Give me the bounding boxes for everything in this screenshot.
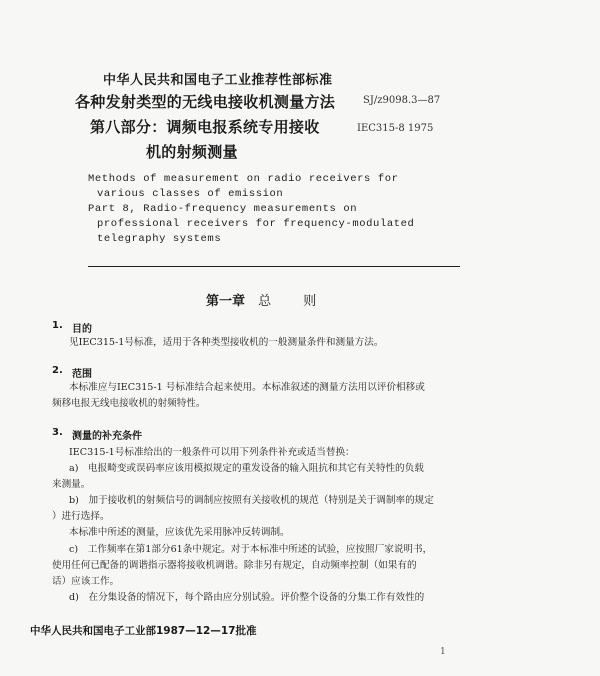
issuing-organization: 中华人民共和国电子工业推荐性部标准 xyxy=(103,73,333,88)
paragraph-line: 见IEC315-1号标准，适用于各种类型接收机的一般测量条件和测量方法。 xyxy=(69,337,384,348)
page-number: 1 xyxy=(440,647,446,657)
section-1-number: 1. xyxy=(52,320,63,331)
paragraph-line: 本标准应与IEC315-1 号标准结合起来使用。本标准叙述的测量方法用以评价相移或 xyxy=(69,382,425,393)
section-3-number: 3. xyxy=(52,427,63,438)
document-title-line-3: 机的射频测量 xyxy=(146,143,238,161)
paragraph-line: 本标准中所述的测量，应该优先采用脉冲反转调制。 xyxy=(69,527,290,538)
paragraph-line: IEC315-1号标准给出的一般条件可以用下列条件补充或适当替换： xyxy=(69,447,355,458)
paragraph-line: c) 工作频率在第1部分61条中规定。对于本标准中所述的试验，应按照厂家说明书， xyxy=(69,544,433,555)
section-1-title: 目的 xyxy=(72,324,92,335)
standard-code: SJ/z9098.3—87 xyxy=(363,95,441,106)
paragraph-line: ）进行选择。 xyxy=(52,511,110,522)
paragraph-line: 话）应该工作。 xyxy=(52,576,120,587)
header-divider xyxy=(88,266,460,267)
iec-reference: IEC315-8 1975 xyxy=(357,123,434,134)
english-title-line: Methods of measurement on radio receivers for xyxy=(88,173,399,185)
paragraph-line: a) 电报畸变或误码率应该用模拟规定的重发设备的输入阻抗和其它有关特性的负载 xyxy=(69,463,424,474)
paragraph-line: 使用任何已配备的调谐指示器将接收机调谐。除非另有规定，自动频率控制（如果有的 xyxy=(52,560,417,571)
chapter-heading xyxy=(206,290,330,309)
english-title-line: professional receivers for frequency-modulated xyxy=(97,218,415,230)
section-3-title: 测量的补充条件 xyxy=(72,431,142,442)
english-title-line: telegraphy systems xyxy=(97,233,222,245)
english-title-line: Part 8, Radio-frequency measurements on xyxy=(88,203,358,215)
section-2-number: 2. xyxy=(52,365,63,376)
document-title-line-2: 第八部分：调频电报系统专用接收 xyxy=(90,118,320,136)
section-2-title: 范围 xyxy=(72,369,92,380)
paragraph-line: 频移电报无线电接收机的射频特性。 xyxy=(52,398,206,409)
document-title-line-1: 各种发射类型的无线电接收机测量方法 xyxy=(75,93,336,111)
paragraph-line: b) 加于接收机的射频信号的调制应按照有关接收机的规范（特别是关于调制率的规定 xyxy=(69,495,434,506)
english-title-line: various classes of emission xyxy=(97,188,284,200)
chapter-label: 第一章 xyxy=(206,294,246,309)
paragraph-line: d) 在分集设备的情况下，每个路由应分别试验。评价整个设备的分集工作有效性的 xyxy=(69,592,425,603)
chapter-title: 总 则 xyxy=(258,294,331,309)
approval-statement: 中华人民共和国电子工业部1987—12—17批准 xyxy=(30,625,257,637)
paragraph-line: 来测量。 xyxy=(52,479,91,490)
